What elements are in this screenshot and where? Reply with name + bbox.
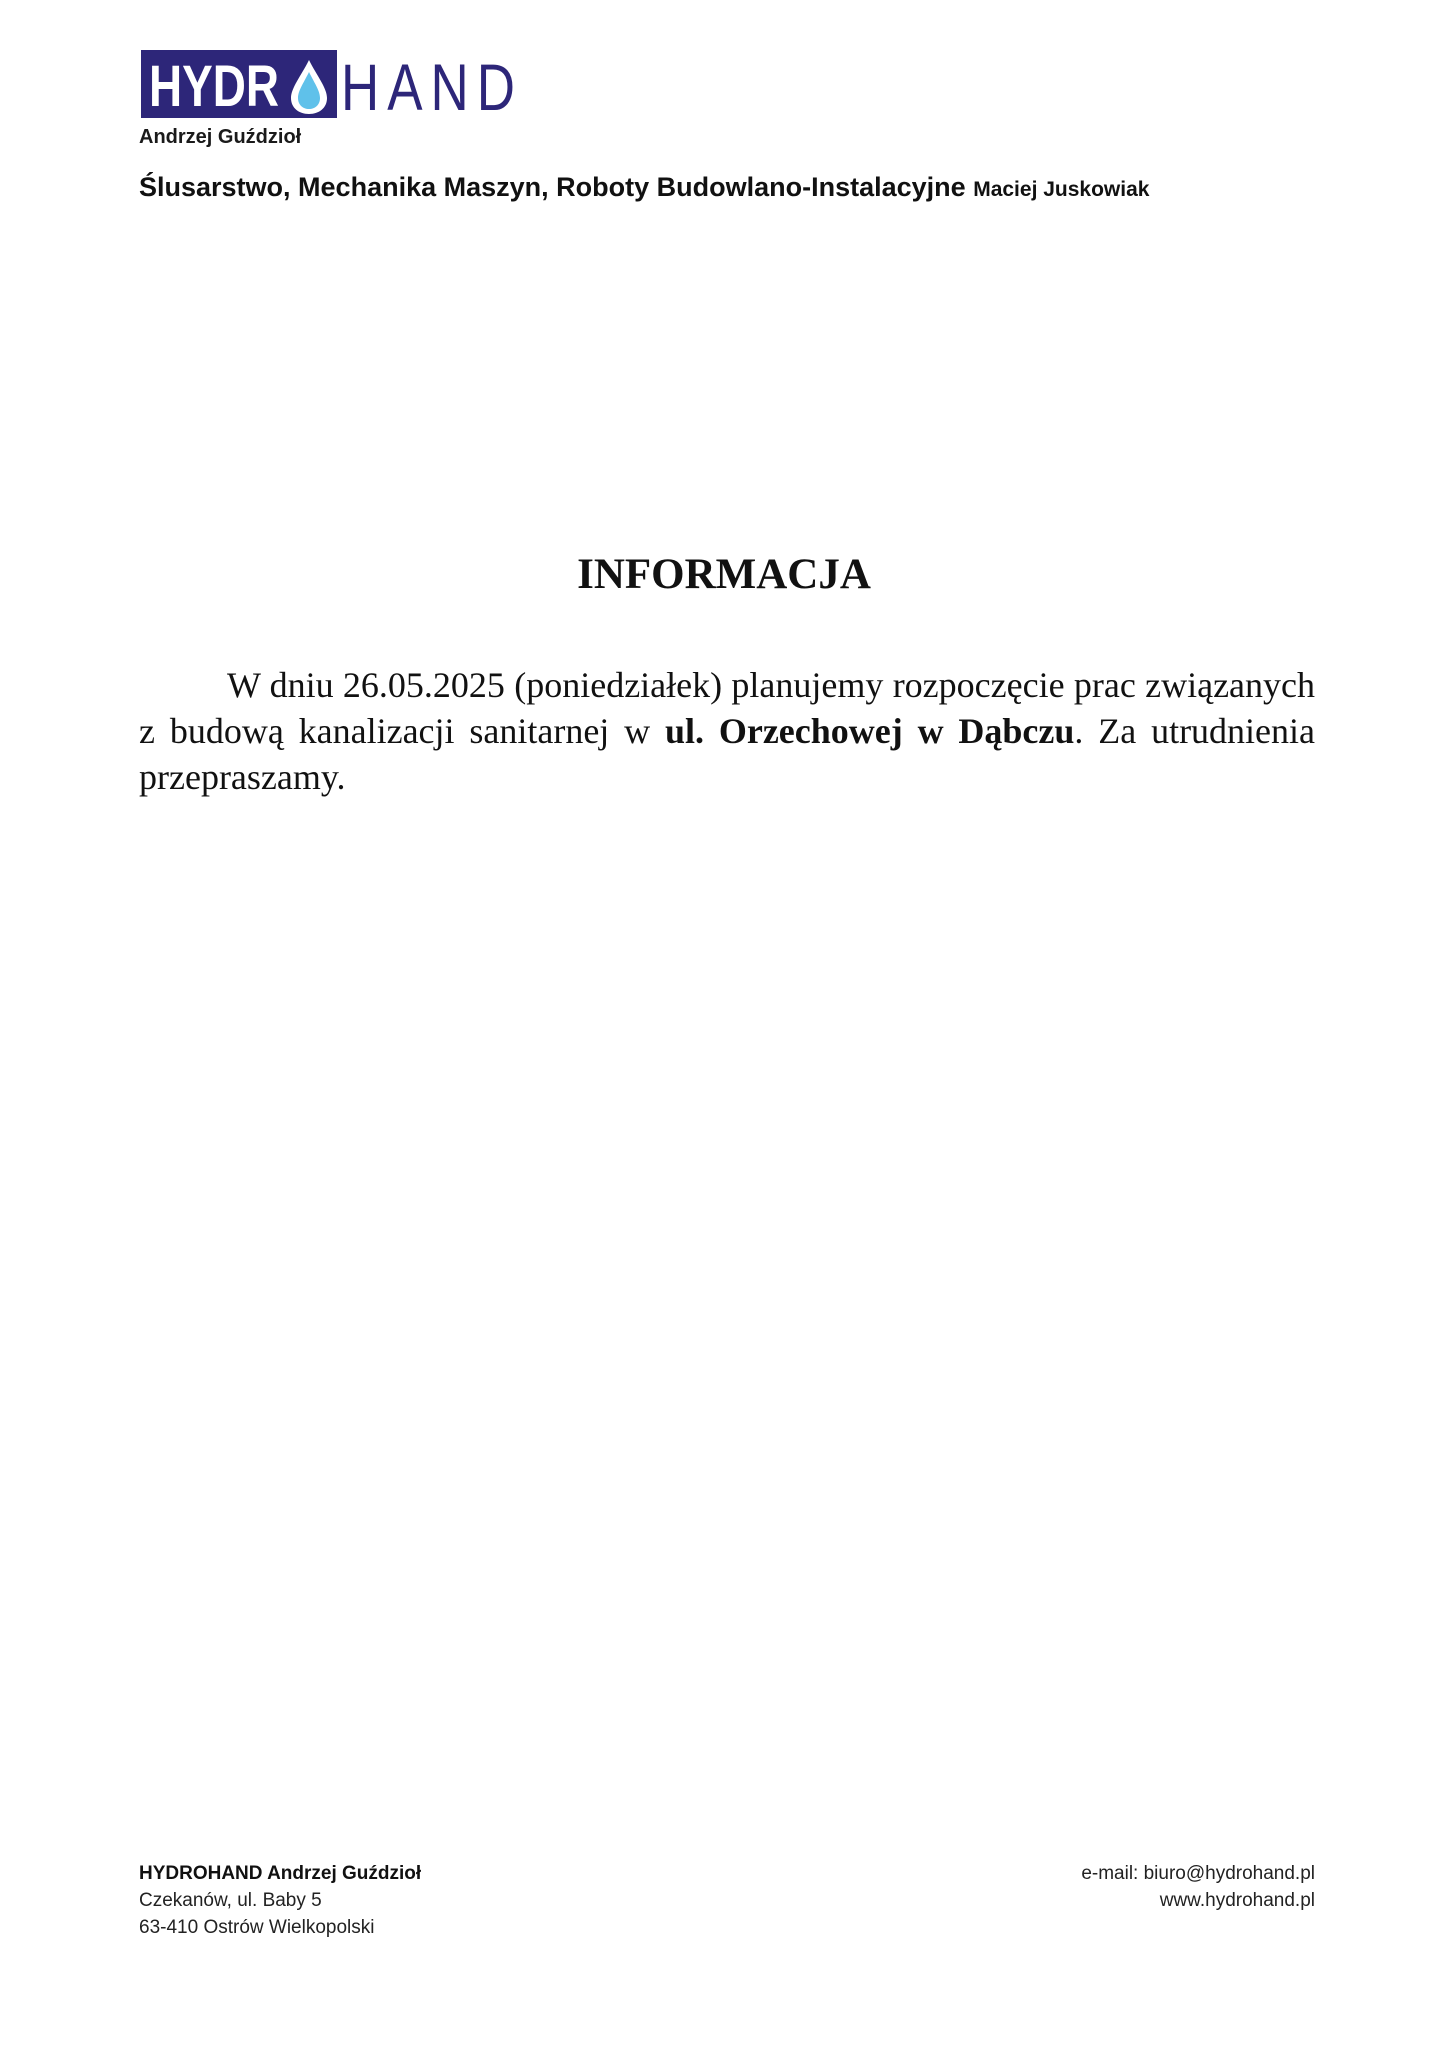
owner-name: Andrzej Guździoł [139,126,302,148]
notice-location: ul. Orzechowej w Dąbczu [664,711,1075,751]
tagline-person: Maciej Juskowiak [973,178,1150,201]
footer-contact [1081,1860,1315,1914]
company-tagline [139,172,1149,203]
notice-text-end: . Za utrudnienia przepraszamy. [139,711,1316,797]
tagline-services: Ślusarstwo, Mechanika Maszyn, Roboty Budowlano-Instalacyjne [139,172,966,202]
logo-text-left: HYDR [149,54,279,119]
notice-text-start: W dniu 26.05.2025 (poniedziałek) planujemy rozpoczęcie prac związanych z budową kanalizacji sanitarnej w [139,665,1315,751]
footer-street: Czekanów, ul. Baby 5 [139,1890,322,1911]
footer-website[interactable]: www.hydrohand.pl [1159,1890,1315,1911]
footer-city: 63-410 Ostrów Wielkopolski [139,1917,375,1938]
footer-company: HYDROHAND Andrzej Guździoł [139,1863,422,1884]
footer-email[interactable]: e-mail: biuro@hydrohand.pl [1081,1863,1315,1884]
document-title: INFORMACJA [577,551,871,598]
notice-paragraph [139,662,1315,800]
hydrohand-logo [141,50,531,124]
logo-text-right: HAND [341,50,523,124]
footer-address [139,1860,421,1941]
